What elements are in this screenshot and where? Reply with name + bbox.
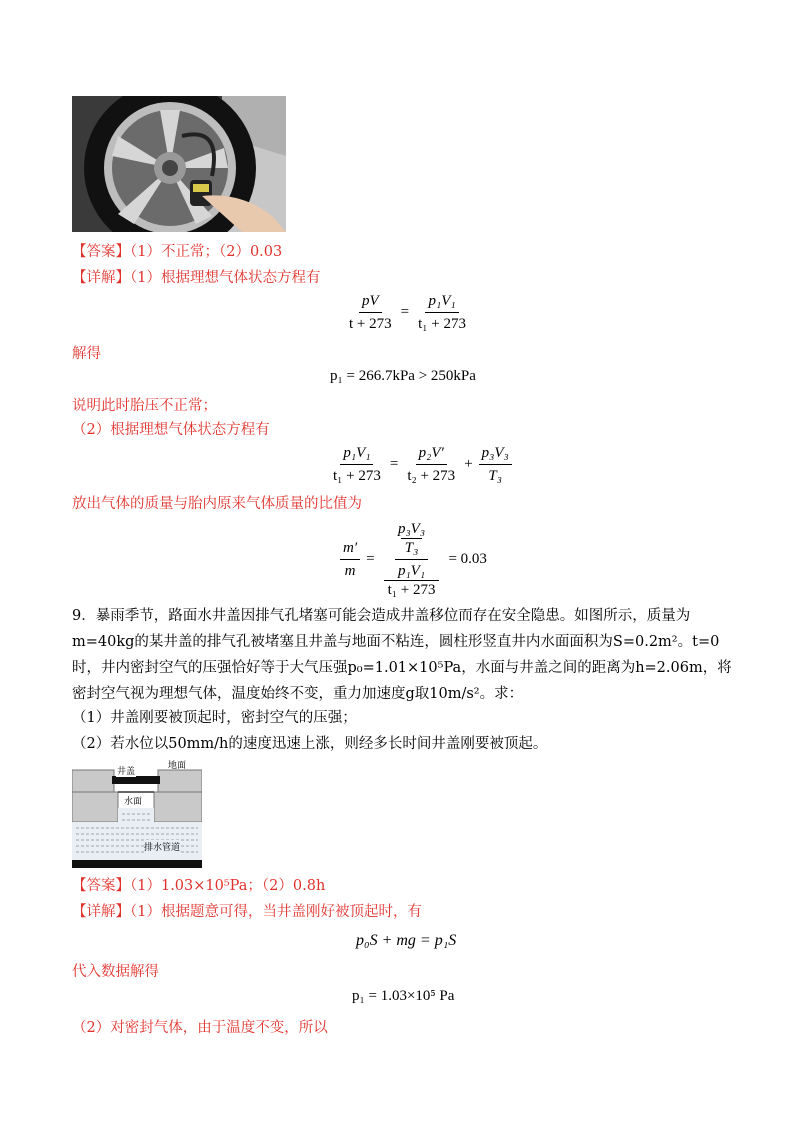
equation-1: $\frac{pV}{t + 273}$ = $\frac{\text{p₁V₁}}{\text{t₁ + 273}}$ — [346, 292, 469, 333]
diagram-label-water: 水面 — [124, 797, 143, 807]
eq3-a-num: p₁V₁ — [340, 444, 373, 465]
eq3-b-den: t₂ + 273 — [407, 468, 456, 484]
detail-label: 【详解】 — [72, 904, 130, 920]
problem-9-q2: （2）若水位以50mm/h的速度迅速上涨，则经多长时间井盖刚要被顶起。 — [72, 736, 548, 752]
diagram-label-ground: 地面 — [168, 761, 187, 771]
equation-6: p₁ = 1.03×10⁵ Pa — [352, 988, 455, 1004]
answer-2 — [72, 876, 325, 896]
eq4-inner-den-den: t₁ + 273 — [384, 580, 440, 599]
answer-text: （1）1.03×10⁵Pa；（2）0.8h — [130, 878, 326, 894]
solve-2: 代入数据解得 — [72, 964, 159, 980]
equation-3: $\frac{\text{p₁V₁}}{\text{t₁ + 273}}$ = $\frac{\text{p₂V′}}{\text{t₂ + 273}}$ + $\frac{\text{p₃V₃}}{\text{T₃}}$ — [330, 444, 512, 485]
eq4-inner-num: p₃V₃ — [397, 521, 426, 537]
eq4-inner-mid: T₃ — [401, 538, 423, 557]
ratio-text: 放出气体的质量与胎内原来气体质量的比值为 — [72, 496, 362, 512]
explain-1: 说明此时胎压不正常； — [72, 398, 217, 414]
detail-1 — [72, 268, 320, 288]
detail-2 — [72, 902, 422, 922]
problem-9-q1: （1）井盖刚要被顶起时，密封空气的压强； — [72, 710, 357, 726]
eq1-lhs-num: pV — [359, 292, 382, 313]
answer-text: （1）不正常；（2）0.03 — [130, 244, 283, 260]
tire-pressure-gauge-photo — [72, 96, 286, 232]
diagram-label-pipe: 排水管道 — [144, 840, 180, 853]
detail-text: （1）根据理想气体状态方程有 — [130, 270, 321, 286]
answer-label: 【答案】 — [72, 244, 130, 260]
manhole-diagram — [72, 762, 202, 870]
eq1-lhs-den: t + 273 — [349, 316, 392, 332]
detail-label: 【详解】 — [72, 270, 130, 286]
eq4-lhs-den: m — [344, 563, 356, 579]
eq1-rhs-num: p₁V₁ — [425, 292, 458, 313]
eq4-result: = 0.03 — [448, 551, 487, 567]
tire-photo — [72, 96, 286, 232]
eq1-rhs-den: t₁ + 273 — [418, 316, 466, 332]
eq4-inner-den-num: p₁V₁ — [397, 563, 426, 579]
detail-text: （1）根据题意可得，当井盖刚好被顶起时，有 — [130, 904, 422, 920]
eq3-a-den: t₁ + 273 — [333, 468, 381, 484]
solve-1: 解得 — [72, 346, 101, 362]
eq3-c-num: p₃V₃ — [479, 444, 512, 465]
equation-5: p₀S + mg = p₁S — [356, 932, 457, 949]
eq4-lhs-num: m′ — [340, 539, 360, 560]
eq3-c-den: T₃ — [488, 468, 502, 484]
part-2: （2）根据理想气体状态方程有 — [72, 422, 270, 438]
part-2b: （2）对密封气体，由于温度不变，所以 — [72, 1020, 328, 1036]
problem-9-text: 9．暴雨季节，路面水井盖因排气孔堵塞可能会造成井盖移位而存在安全隐患。如图所示，质量为m=40kg的某井盖的排气孔被堵塞且井盖与地面不粘连，圆柱形竖直井内水面面积为S=0.2m²。t=0时，井内密封空气的压强恰好等于大气压强p₀=1.01×10⁵Pa，水面与井盖之间的距离为h=2.06m，将密封空气视为理想气体，温度始终不变，重力加速度g取10m/s²。求： — [72, 608, 732, 702]
answer-1 — [72, 242, 282, 262]
equation-2: p₁ = 266.7kPa > 250kPa — [330, 368, 476, 384]
equation-4: $\frac{m'}{m}$ = p₃V₃ T₃ $\frac{\text{p₁V₁}}{\text{t₁ + 273}}$ = 0.03 — [340, 520, 487, 599]
diagram-label-cover: 井盖 — [116, 764, 136, 777]
eq3-b-num: p₂V′ — [416, 444, 447, 465]
manhole-diagram-figure — [72, 762, 202, 870]
answer-label: 【答案】 — [72, 878, 130, 894]
